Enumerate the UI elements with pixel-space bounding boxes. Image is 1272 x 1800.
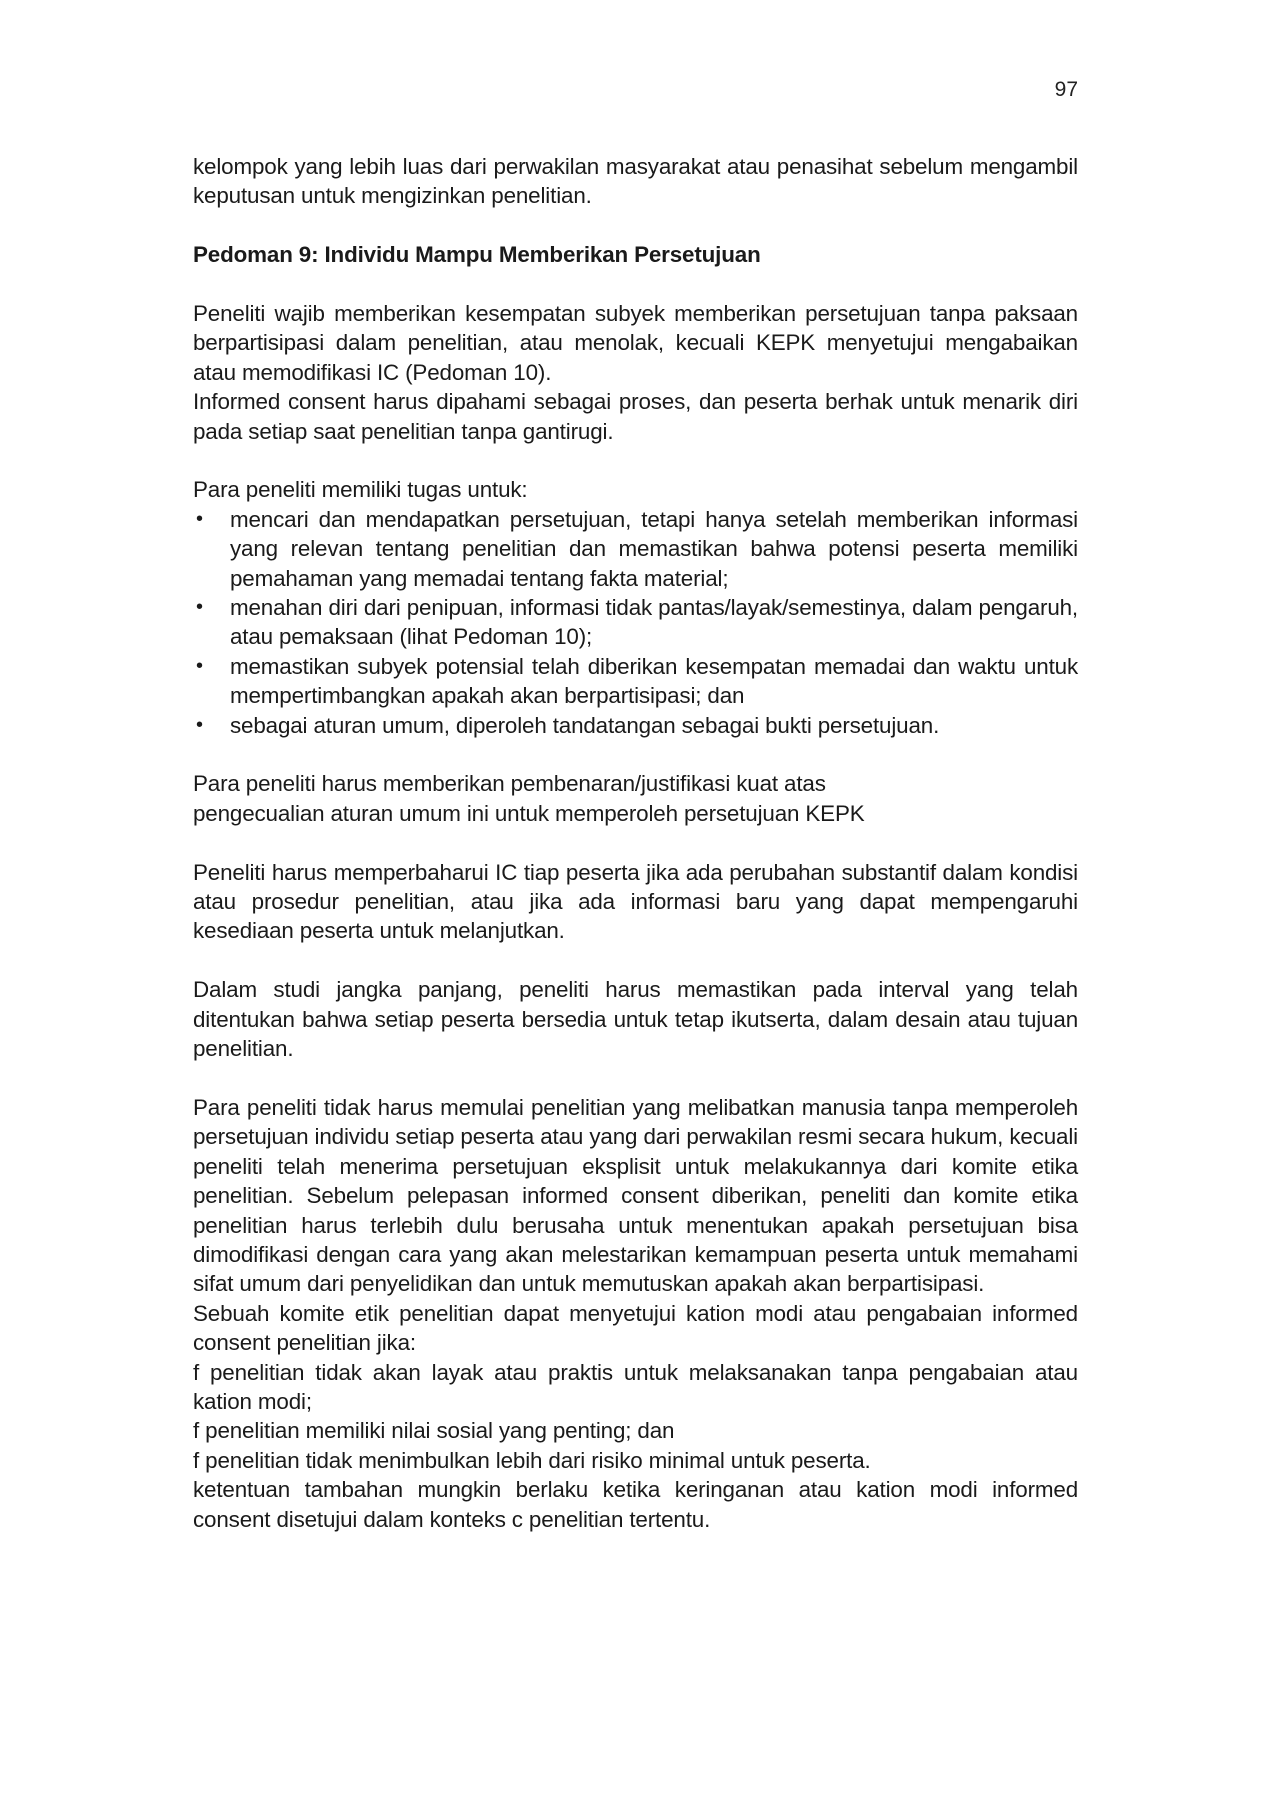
list-item-text: sebagai aturan umum, diperoleh tandatangan sebagai bukti persetujuan.: [230, 712, 940, 738]
paragraph-committee-approval: Sebuah komite etik penelitian dapat menyetujui kation modi atau pengabaian informed consent penelitian jika:: [193, 1300, 1078, 1356]
bullet-icon: •: [196, 654, 203, 677]
paragraph-update-ic: Peneliti harus memperbaharui IC tiap peserta jika ada perubahan substantif dalam kondisi atau prosedur penelitian, atau jika ada informasi baru yang dapat mempengaruhi kesediaan peserta untuk melanjutkan.: [193, 859, 1078, 944]
bullet-icon: •: [196, 507, 203, 530]
spacer: [193, 211, 1078, 240]
spacer: [193, 828, 1078, 857]
section-heading: Pedoman 9: Individu Mampu Memberikan Persetujuan: [193, 242, 761, 268]
spacer: [193, 270, 1078, 299]
condition-item: f penelitian memiliki nilai sosial yang penting; dan: [193, 1418, 675, 1444]
spacer: [193, 1064, 1078, 1093]
bullet-icon: •: [196, 713, 203, 736]
paragraph-longterm-study: Dalam studi jangka panjang, peneliti harus memastikan pada interval yang telah ditentukan bahwa setiap peserta bersedia untuk tetap ikutserta, dalam desain atau tujuan penelitian.: [193, 977, 1078, 1062]
spacer: [193, 740, 1078, 769]
paragraph-additional-provisions: ketentuan tambahan mungkin berlaku ketika keringanan atau kation modi informed consent disetujui dalam konteks c penelitian tertentu.: [193, 1477, 1078, 1532]
spacer: [193, 946, 1078, 975]
document-body: [193, 152, 1078, 1534]
list-item: [193, 711, 1078, 740]
spacer: [193, 446, 1078, 475]
duties-list: [193, 505, 1078, 740]
intro-paragraph: kelompok yang lebih luas dari perwakilan masyarakat atau penasihat sebelum mengambil keputusan untuk mengizinkan penelitian.: [193, 154, 1078, 209]
page-number: 97: [1054, 78, 1078, 101]
condition-item: f penelitian tidak akan layak atau praktis untuk melaksanakan tanpa pengabaian atau kation modi;: [193, 1359, 1078, 1414]
list-item-text: memastikan subyek potensial telah diberikan kesempatan memadai dan waktu untuk mempertimbangkan apakah akan berpartisipasi; dan: [230, 653, 1078, 709]
paragraph-justification-line2: pengecualian aturan umum ini untuk memperoleh persetujuan KEPK: [193, 800, 865, 826]
paragraph-consent-process: Informed consent harus dipahami sebagai proses, dan peserta berhak untuk menarik diri pada setiap saat penelitian tanpa gantirugi.: [193, 389, 1078, 444]
bullet-icon: •: [196, 596, 203, 619]
list-item: [193, 652, 1078, 711]
list-item-text: mencari dan mendapatkan persetujuan, tetapi hanya setelah memberikan informasi yang relevan tentang penelitian dan memastikan bahwa potensi peserta memiliki pemahaman yang memadai tentang fakta material;: [230, 506, 1078, 591]
condition-item: f penelitian tidak menimbulkan lebih dari risiko minimal untuk peserta.: [193, 1447, 871, 1473]
paragraph-justification-line1: Para peneliti harus memberikan pembenaran/justifikasi kuat atas: [193, 771, 826, 797]
list-item: [193, 593, 1078, 652]
paragraph-waiver-requirements: Para peneliti tidak harus memulai penelitian yang melibatkan manusia tanpa memperoleh persetujuan individu setiap peserta atau yang dari perwakilan resmi secara hukum, kecuali peneliti telah menerima persetujuan eksplisit untuk melakukannya dari komite etika penelitian. Sebelum pelepasan informed consent diberikan, peneliti dan komite etika penelitian harus terlebih dulu berusaha untuk menentukan apakah persetujuan bisa dimodifikasi dengan cara yang akan melestarikan kemampuan peserta untuk memahami sifat umum dari penyelidikan dan untuk memutuskan apakah akan berpartisipasi.: [193, 1094, 1078, 1297]
list-item-text: menahan diri dari penipuan, informasi tidak pantas/layak/semestinya, dalam pengaruh, atau pemaksaan (lihat Pedoman 10);: [230, 595, 1078, 650]
paragraph-consent-opportunity: Peneliti wajib memberikan kesempatan subyek memberikan persetujuan tanpa paksaan berpartisipasi dalam penelitian, atau menolak, kecuali KEPK menyetujui mengabaikan atau memodifikasi IC (Pedoman 10).: [193, 301, 1078, 385]
list-item: [193, 505, 1078, 593]
duties-intro: Para peneliti memiliki tugas untuk:: [193, 477, 528, 503]
